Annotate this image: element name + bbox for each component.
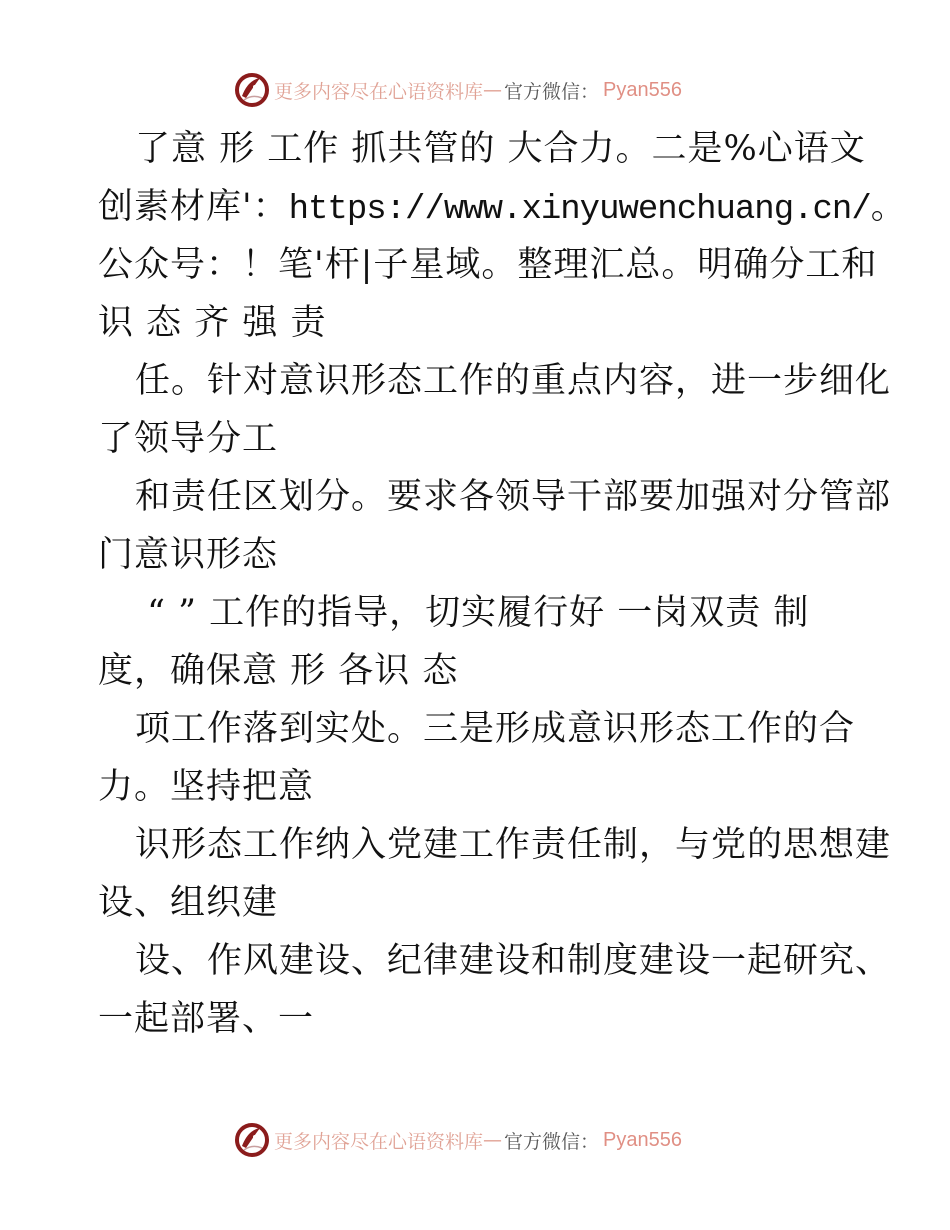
- watermark-wechat-id: Pyan556: [603, 78, 682, 101]
- text-line: 度，确保意 形 各识 态: [98, 651, 459, 691]
- header-watermark: [234, 70, 682, 110]
- text-line: 设、作风建设、纪律建设和制度建设一起研究、: [135, 941, 892, 981]
- watermark-wechat-id: Pyan556: [603, 1128, 682, 1151]
- watermark-main-text: 更多内容尽在心语资料库: [274, 1130, 484, 1153]
- text-line: 识形态工作纳入党建工作责任制，与党的思想建: [135, 825, 892, 865]
- text-line-suffix: 。: [870, 187, 907, 227]
- text-line: 了领导分工: [98, 419, 279, 459]
- pen-nib-logo-icon: [234, 1122, 270, 1158]
- pen-nib-logo-icon: [234, 72, 270, 108]
- text-line: 公众号：！笔'杆|子星域。整理汇总。明确分工和: [98, 245, 878, 285]
- text-line: 和责任区划分。要求各领导干部要加强对分管部: [135, 477, 892, 517]
- document-body: [98, 120, 907, 1048]
- watermark-dash: —: [483, 79, 503, 101]
- text-line: 设、组织建: [98, 883, 279, 923]
- text-line-prefix: 创素材库'：: [98, 187, 289, 227]
- text-line: 了意 形 工作 抓共管的 大合力。二是%心语文: [135, 129, 866, 169]
- text-line: 任。针对意识形态工作的重点内容，进一步细化: [135, 361, 892, 401]
- text-line: 一起部署、一: [98, 999, 315, 1039]
- footer-watermark: [234, 1120, 682, 1160]
- watermark-dash: —: [483, 1129, 503, 1151]
- watermark-main-text: 更多内容尽在心语资料库: [274, 80, 484, 103]
- text-line: 力。坚持把意: [98, 767, 315, 807]
- website-url: https://www.xinyuwenchuang.cn/: [288, 191, 871, 229]
- text-line: [98, 178, 907, 236]
- watermark-wechat-label: 官方微信：: [504, 1130, 600, 1153]
- watermark-wechat-label: 官方微信：: [504, 80, 600, 103]
- text-line: 项工作落到实处。三是形成意识形态工作的合: [135, 709, 856, 749]
- text-line: 识 态 齐 强 责: [98, 303, 327, 343]
- text-line: 门意识形态: [98, 535, 279, 575]
- text-line: “ ” 工作的指导，切实履行好 一岗双责 制: [135, 593, 810, 633]
